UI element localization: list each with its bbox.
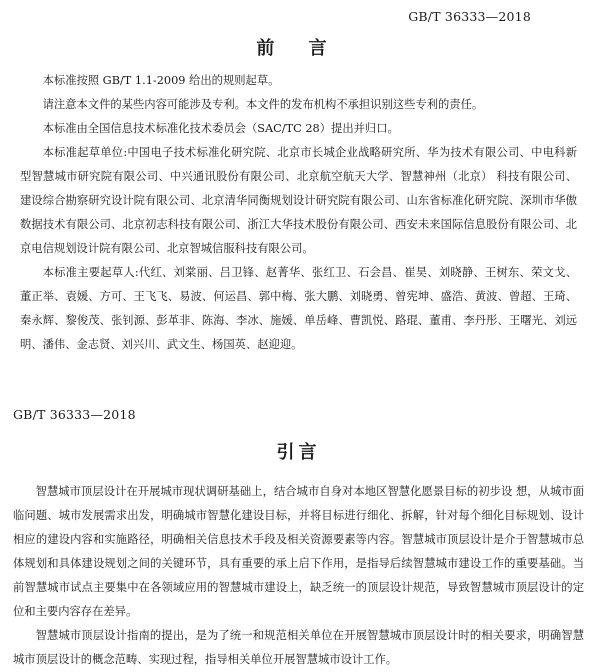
foreword-body bbox=[20, 69, 577, 357]
introduction-body bbox=[13, 480, 584, 672]
foreword-paragraph-drafting-units: 本标准起草单位:中国电子技术标准化研究院、北京市长城企业战略研究所、华为技术有限公司、中电科新型智慧城市研究院有限公司、中兴通讯股份有限公司、北京航空航天大学、智慧神州（北京） 科技有限公司、建设综合勘察研究设计院有限公司、北京清华同衡规划设计研究院有限公司、山东省标准化研究院、深圳市华傲数据技术有限公司、北京初志科技有限公司、浙江大华技术股份有限公司、西安未来国际信息股份有限公司、北京电信规划设计院有限公司、北京智城信服科技有限公司。 bbox=[20, 146, 577, 255]
foreword-paragraph-patent-notice: 请注意本文件的某些内容可能涉及专利。本文件的发布机构不承担识别这些专利的责任。 bbox=[42, 98, 484, 111]
introduction-title: 引言 bbox=[276, 442, 321, 463]
foreword-paragraph-drafting-rules: 本标准按照 GB/T 1.1-2009 给出的规则起草。 bbox=[42, 74, 280, 87]
foreword-title: 前 言 bbox=[256, 38, 341, 59]
introduction-paragraph-purpose: 智慧城市顶层设计指南的提出，是为了统一和规范相关单位在开展智慧城市顶层设计时的相关要求，明确智慧城市顶层设计的概念范畴、实现过程，指导相关单位开展智慧城市设计工作。 bbox=[13, 629, 584, 666]
standard-number-header: GB/T 36333—2018 bbox=[408, 9, 531, 24]
foreword-paragraph-proposer: 本标准由全国信息技术标准化技术委员会（SAC/TC 28）提出并归口。 bbox=[42, 122, 399, 135]
introduction-paragraph-overview: 智慧城市顶层设计在开展城市现状调研基础上，结合城市自身对本地区智慧化愿景目标的初步设 想，从城市面临问题、城市发展需求出发，明确城市智慧化建设目标，并将目标进行细化、拆解，针对每个细化目标规划、设计相应的建设内容和实施路径，明确相关信息技术手段及相关资源要素等内容。智慧城市顶层设计是介于智慧城市总体规划和具体建设规划之间的关键环节，具有重要的承上启下作用，是指导后续智慧城市建设工作的重要基础。当前智慧城市试点主要集中在各领域应用的智慧城市建设上，缺乏统一的顶层设计规范，导致智慧城市顶层设计的定位和主要内容存在差异。 bbox=[13, 485, 584, 618]
foreword-paragraph-drafters: 本标准主要起草人:代红、刘棠丽、吕卫锋、赵菁华、张红卫、石会昌、崔昊、刘晓静、王树东、荣文戈、董正举、袁媛、方可、王飞飞、易波、何运昌、郭中梅、张大鹏、刘晓勇、曾宪坤、盛浩、黄波、曾超、王琦、秦永辉、黎俊茂、张钊源、彭革非、陈海、李冰、施媛、单岳峰、曹凯悦、路琨、董甫、李丹彤、王曙光、刘远明、潘伟、金志贤、刘兴川、武文生、杨国英、赵迎迎。 bbox=[20, 266, 577, 351]
page-separator bbox=[0, 392, 597, 406]
standard-number-header-intro: GB/T 36333—2018 bbox=[13, 407, 136, 422]
